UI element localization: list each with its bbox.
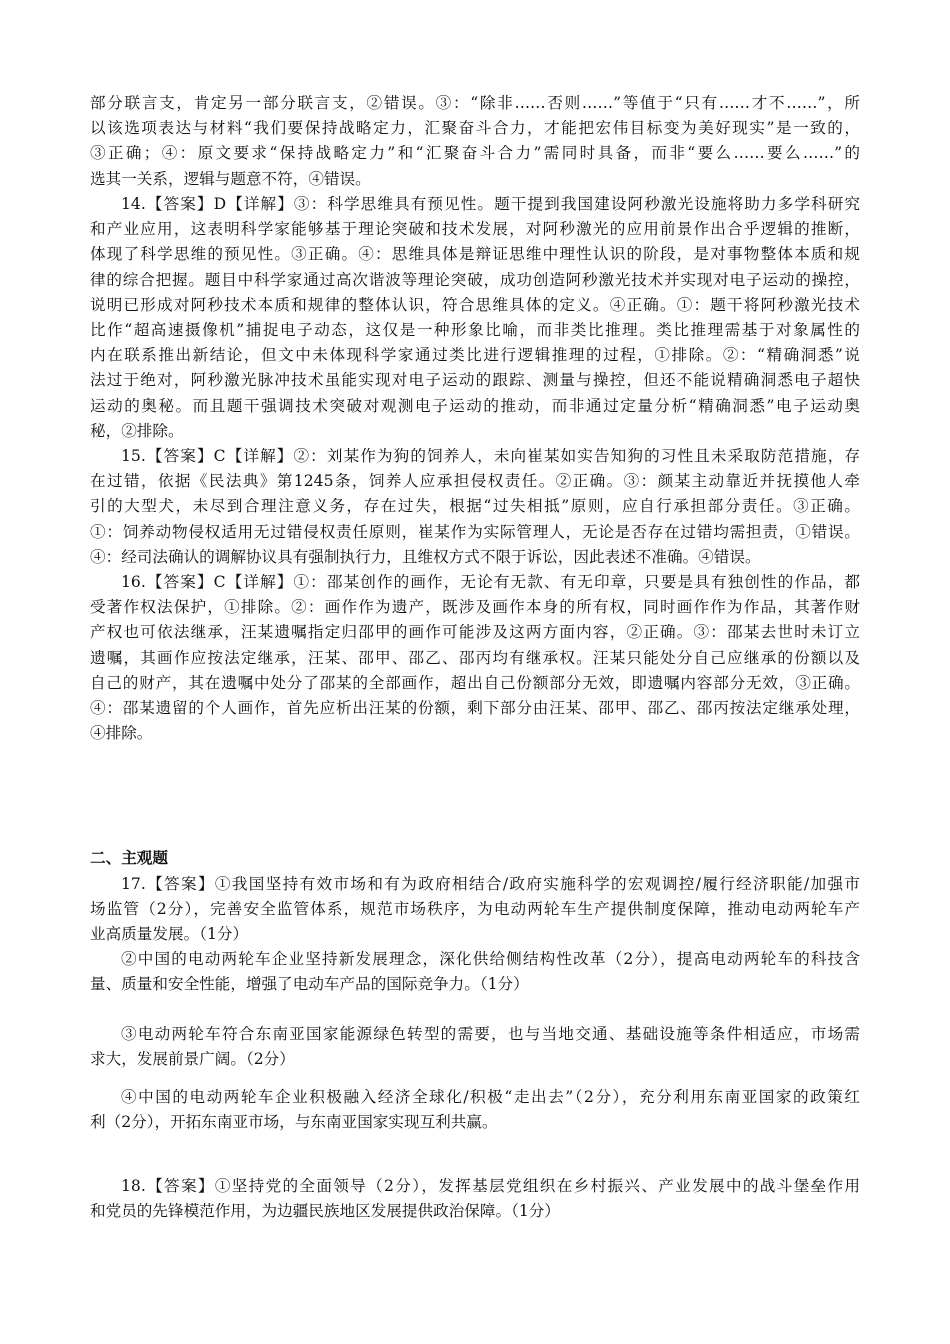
text-line: ①：饲养动物侵权适用无过错侵权责任原则，崔某作为实际管理人，无论是否存在过错均需担责，①错误。 bbox=[90, 522, 860, 541]
text-line: 体现了科学思维的预见性。③正确。④：思维具体是辩证思维中理性认识的阶段，是对事物整体本质和规 bbox=[90, 245, 860, 264]
text-line: 律的综合把握。题目中科学家通过高次谐波等理论突破，成功创造阿秒激光技术并实现对电子运动的操控， bbox=[90, 270, 860, 289]
text-line: 秘，②排除。 bbox=[90, 421, 184, 440]
paragraph-q16 bbox=[90, 570, 860, 746]
paragraph-q18 bbox=[90, 1174, 860, 1224]
text-line: ③电动两轮车符合东南亚国家能源绿色转型的需要，也与当地交通、基础设施等条件相适应，市场需 bbox=[121, 1025, 860, 1043]
section-title: 二、主观题 bbox=[90, 849, 168, 867]
text-line: 以该选项表达与材料“我们要保持战略定力，汇聚奋斗合力，才能把宏伟目标变为美好现实”是一致的， bbox=[90, 119, 860, 138]
text-line: 内在联系推出新结论，但文中未体现科学家通过类比进行逻辑推理的过程，①排除。②：“精确洞悉”说 bbox=[90, 346, 860, 365]
text-line: 16.【答案】C【详解】①：邵某创作的画作，无论有无款、有无印章，只要是具有独创性的作品，都 bbox=[121, 573, 860, 591]
paragraph-q17-point3 bbox=[90, 1022, 860, 1072]
text-line: 运动的奥秘。而且题干强调技术突破对观测电子运动的推动，而非通过定量分析“精确洞悉”电子运动奥 bbox=[90, 396, 860, 415]
text-line: 业高质量发展。（1分） bbox=[90, 925, 249, 944]
text-line: 和产业应用，这表明科学家能够基于理论突破和技术发展，对阿秒激光的应用前景作出合乎逻辑的推断， bbox=[90, 220, 860, 239]
text-line: 遗嘱，其画作应按法定继承，汪某、邵甲、邵乙、邵丙均有继承权。汪某只能处分自己应继承的份额以及 bbox=[90, 648, 860, 667]
text-line: 选其一关系，逻辑与题意不符，④错误。 bbox=[90, 169, 371, 188]
paragraph-q17-point2 bbox=[90, 947, 860, 997]
paragraph-q13-continued bbox=[90, 91, 860, 192]
text-line: 在过错，依据《民法典》第1245条，饲养人应承担侵权责任。②正确。③：颜某主动靠近并抚摸他人牵 bbox=[90, 472, 860, 491]
text-line: 说明已形成对阿秒技术本质和规律的整体认识，符合思维具体的定义。④正确。①：题干将阿秒激光技术 bbox=[90, 295, 860, 314]
paragraph-q17-point1 bbox=[90, 872, 860, 948]
text-line: ④：邵某遗留的个人画作，首先应析出汪某的份额，剩下部分由汪某、邵甲、邵乙、邵丙按法定继承处理， bbox=[90, 698, 860, 717]
text-line: 量、质量和安全性能，增强了电动车产品的国际竞争力。（1分） bbox=[90, 975, 529, 994]
text-line: ④：经司法确认的调解协议具有强制执行力，且维权方式不限于诉讼，因此表述不准确。④错误。 bbox=[90, 547, 761, 566]
text-line: 求大，发展前景广阔。（2分） bbox=[90, 1050, 295, 1069]
text-line: 和党员的先锋模范作用，为边疆民族地区发展提供政治保障。（1分） bbox=[90, 1202, 560, 1221]
text-line: 18.【答案】①坚持党的全面领导（2分），发挥基层党组织在乡村振兴、产业发展中的战斗堡垒作用 bbox=[121, 1177, 860, 1195]
text-line: 法过于绝对，阿秒激光脉冲技术虽能实现对电子运动的跟踪、测量与操控，但还不能说精确洞悉电子超快 bbox=[90, 371, 860, 390]
text-line: 部分联言支，肯定另一部分联言支，②错误。③：“除非……否则……”等值于“只有……才不……”，所 bbox=[90, 94, 860, 112]
text-line: 受著作权法保护，①排除。②：画作作为遗产，既涉及画作本身的所有权，同时画作作为作品，其著作财 bbox=[90, 598, 860, 617]
text-line: ④中国的电动两轮车企业积极融入经济全球化/积极“走出去”（2分），充分利用东南亚国家的政策红 bbox=[121, 1088, 860, 1106]
text-line: ③正确；④：原文要求“保持战略定力”和“汇聚奋斗合力”需同时具备，而非“要么……要么……”的 bbox=[90, 144, 860, 163]
paragraph-q17-point4 bbox=[90, 1085, 860, 1135]
text-line: 14.【答案】D【详解】③：科学思维具有预见性。题干提到我国建设阿秒激光设施将助力多学科研究 bbox=[121, 195, 860, 213]
text-line: 17.【答案】①我国坚持有效市场和有为政府相结合/政府实施科学的宏观调控/履行经济职能/加强市 bbox=[121, 875, 860, 893]
text-line: 自己的财产，其在遗嘱中处分了邵某的全部画作，超出自己份额部分无效，即遗嘱内容部分无效，③正确。 bbox=[90, 673, 860, 692]
text-line: ④排除。 bbox=[90, 724, 153, 743]
paragraph-q14 bbox=[90, 192, 860, 444]
text-line: 场监管（2分），完善安全监管体系，规范市场秩序，为电动两轮车生产提供制度保障，推动电动两轮车产 bbox=[90, 900, 860, 919]
text-line: 产权也可依法继承，汪某遗嘱指定归邵甲的画作可能涉及这两方面内容，②正确。③：邵某去世时未订立 bbox=[90, 623, 860, 642]
section-heading bbox=[90, 846, 860, 871]
text-line: ②中国的电动两轮车企业坚持新发展理念，深化供给侧结构性改革（2分），提高电动两轮车的科技含 bbox=[121, 950, 860, 968]
text-line: 利（2分），开拓东南亚市场，与东南亚国家实现互利共赢。 bbox=[90, 1113, 498, 1132]
paragraph-q15 bbox=[90, 444, 860, 570]
text-line: 比作“超高速摄像机”捕捉电子动态，这仅是一种形象比喻，而非类比推理。类比推理需基于对象属性的 bbox=[90, 320, 860, 339]
text-line: 引的大型犬，未尽到合理注意义务，存在过失，根据“过失相抵”原则，应自行承担部分责任。③正确。 bbox=[90, 497, 860, 516]
text-line: 15.【答案】C【详解】②：刘某作为狗的饲养人，未向崔某如实告知狗的习性且未采取防范措施，存 bbox=[121, 447, 860, 465]
